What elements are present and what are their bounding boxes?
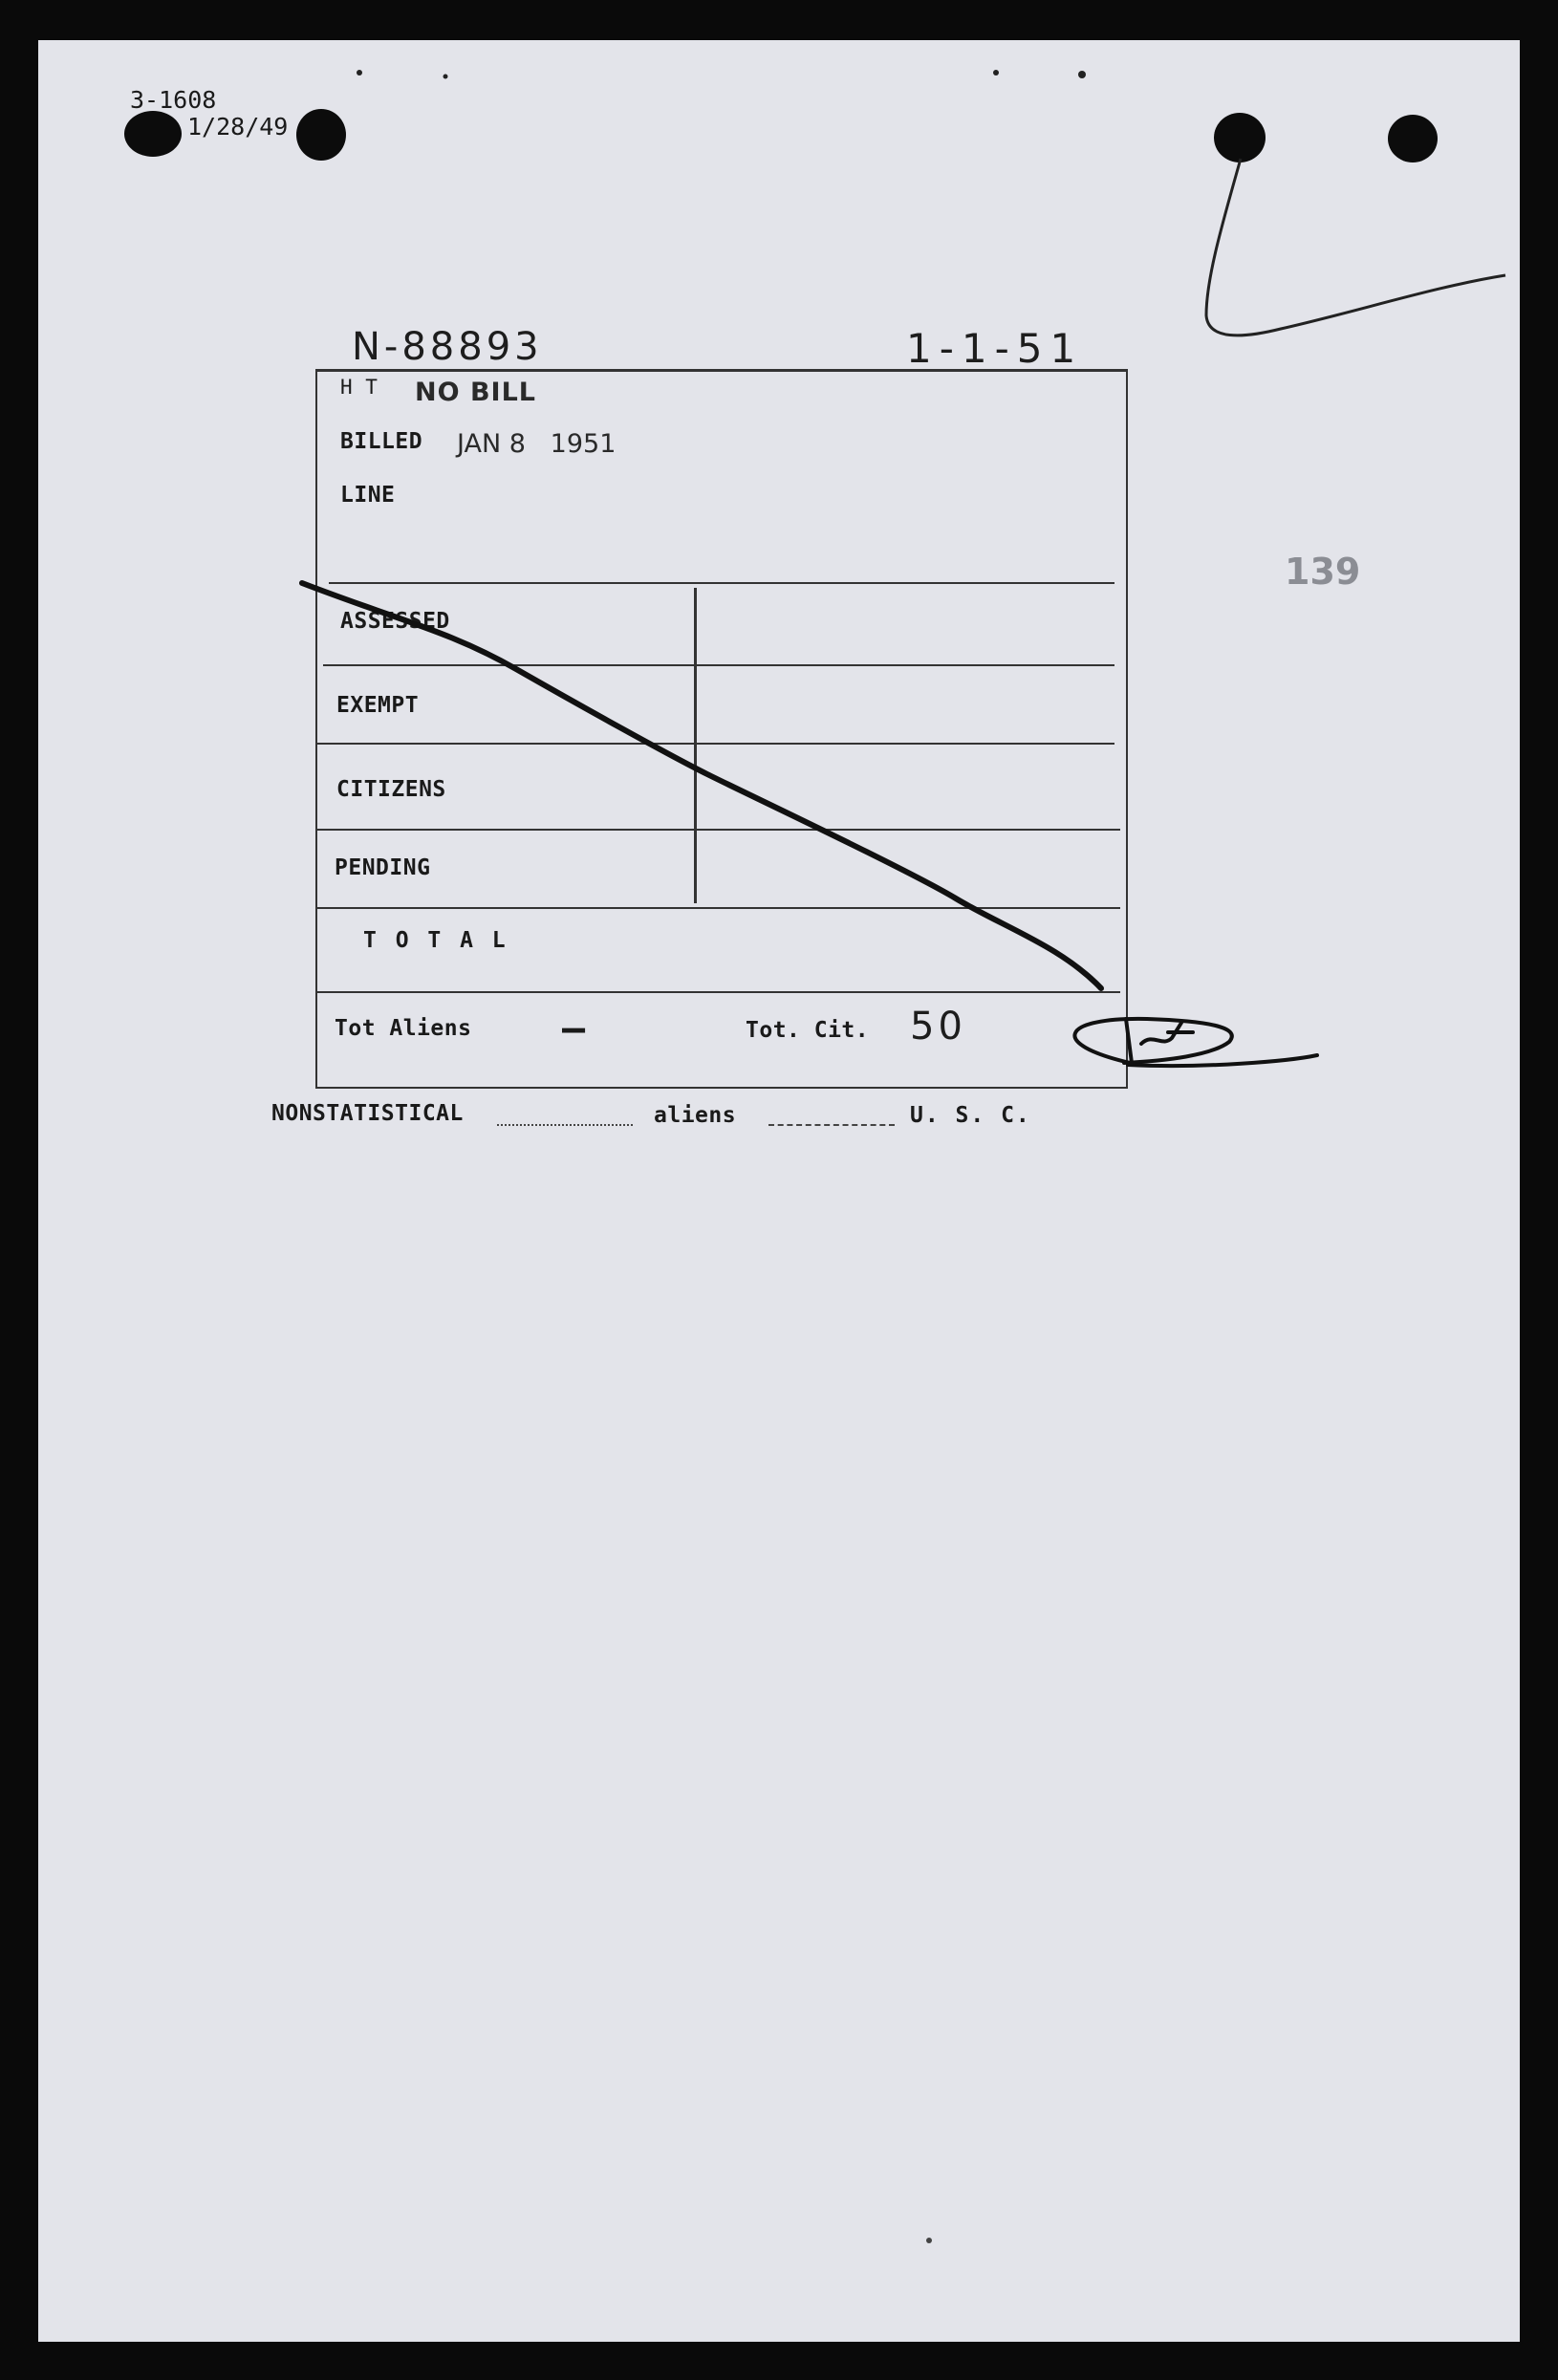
tot-aliens-label: Tot Aliens <box>335 1016 472 1041</box>
no-bill-stamp: NO BILL <box>415 378 536 407</box>
tot-aliens-value: — <box>562 1006 586 1050</box>
punch-hole-right <box>1388 115 1438 162</box>
aliens-label: aliens <box>654 1103 737 1128</box>
form-column-divider <box>694 588 697 903</box>
usc-label: U. S. C. <box>910 1103 1031 1128</box>
nonstatistical-blank <box>497 1124 633 1126</box>
handwritten-date: 1-1-51 <box>906 325 1084 372</box>
punch-hole-center-right <box>1214 113 1266 162</box>
corner-form-number: 3-1608 <box>130 86 217 114</box>
billing-form-box <box>315 369 1128 1089</box>
handwritten-file-number: N-88893 <box>352 325 543 369</box>
aliens-blank <box>768 1124 895 1126</box>
tot-cit-label: Tot. Cit. <box>746 1018 870 1043</box>
total-label: T O T A L <box>363 928 509 953</box>
row-label-pending: PENDING <box>335 855 431 880</box>
form-rule <box>317 743 1114 745</box>
corner-form-date: 1/28/49 <box>187 113 289 141</box>
form-rule <box>317 991 1120 993</box>
row-label-citizens: CITIZENS <box>336 777 446 802</box>
punch-hole-center-left <box>296 109 346 161</box>
nonstatistical-label: NONSTATISTICAL <box>271 1101 464 1126</box>
row-label-exempt: EXEMPT <box>336 693 420 718</box>
line-label: LINE <box>340 483 396 508</box>
billed-label: BILLED <box>340 429 423 454</box>
form-rule <box>317 907 1120 909</box>
tot-cit-handwritten-value: 50 <box>910 1005 966 1049</box>
row-label-assessed: ASSESSED <box>340 609 450 634</box>
ht-label: H T <box>340 376 379 399</box>
billed-date-stamp: JAN 8 1951 <box>457 429 617 459</box>
form-rule <box>317 829 1120 831</box>
punch-hole-left <box>124 111 182 157</box>
form-rule <box>329 582 1114 584</box>
page-number-stamp: 139 <box>1285 551 1361 593</box>
form-rule <box>323 664 1114 666</box>
